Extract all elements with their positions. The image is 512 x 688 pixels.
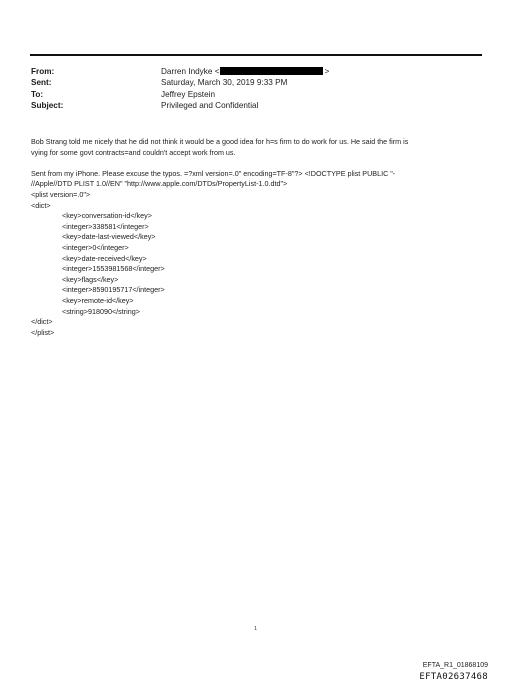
- xml-line: </dict>: [31, 317, 53, 327]
- xml-line: <key>remote-id</key>: [62, 295, 134, 305]
- header-rule: [30, 54, 482, 56]
- xml-line: <integer>0</integer>: [62, 242, 129, 252]
- message-line: vying for some govt contracts=and couldn't accept work from us.: [31, 147, 236, 157]
- subject-label: Subject:: [31, 101, 64, 111]
- subject-row: [31, 100, 481, 111]
- xml-line: <string>918090</string>: [62, 306, 140, 316]
- bates-number-secondary: EFTA02637468: [419, 672, 488, 682]
- redaction-box: [220, 67, 323, 75]
- to-row: [31, 89, 481, 100]
- from-name: Darren Indyke <: [161, 67, 220, 76]
- signature-block: [31, 169, 486, 339]
- xml-line: <integer>338581</integer>: [62, 221, 149, 231]
- xml-line: <integer>1553981568</integer>: [62, 264, 165, 274]
- sent-row: [31, 77, 481, 88]
- page-number: 1: [254, 626, 258, 632]
- from-row: [31, 66, 481, 77]
- xml-line: <key>date-last-viewed</key>: [62, 232, 156, 242]
- xml-line: <integer>8590195717</integer>: [62, 285, 165, 295]
- message-paragraph: [31, 137, 486, 158]
- subject-value: Privileged and Confidential: [161, 101, 259, 111]
- sent-label: Sent:: [31, 78, 52, 88]
- xml-line: <key>flags</key>: [62, 274, 119, 284]
- from-close: >: [324, 67, 330, 76]
- signature-line: Sent from my iPhone. Please excuse the typos. =?xml version=.0" encoding=TF-8"?> <!DOCTYPE plist PUBLIC "-: [31, 168, 396, 178]
- xml-line: <plist version=.0">: [31, 189, 91, 199]
- from-value: [161, 66, 329, 77]
- message-line: Bob Strang told me nicely that he did not think it would be a good idea for h=s firm to do work for us. He said the firm is: [31, 137, 409, 146]
- email-body: [31, 137, 486, 338]
- bates-number-primary: EFTA_R1_01868109: [422, 662, 488, 669]
- xml-line: <key>date-received</key>: [62, 253, 147, 263]
- email-header: [31, 66, 481, 112]
- xml-line: <key>conversation-id</key>: [62, 211, 152, 221]
- xml-line: </plist>: [31, 327, 55, 337]
- xml-line: <dict>: [31, 200, 51, 210]
- sent-value: Saturday, March 30, 2019 9:33 PM: [161, 78, 288, 88]
- to-value: Jeffrey Epstein: [161, 89, 216, 99]
- from-label: From:: [31, 67, 55, 76]
- signature-line: //Apple//DTD PLIST 1.0//EN" "http://www.apple.com/DTDs/PropertyList-1.0.dtd">: [31, 179, 288, 189]
- to-label: To:: [31, 89, 44, 99]
